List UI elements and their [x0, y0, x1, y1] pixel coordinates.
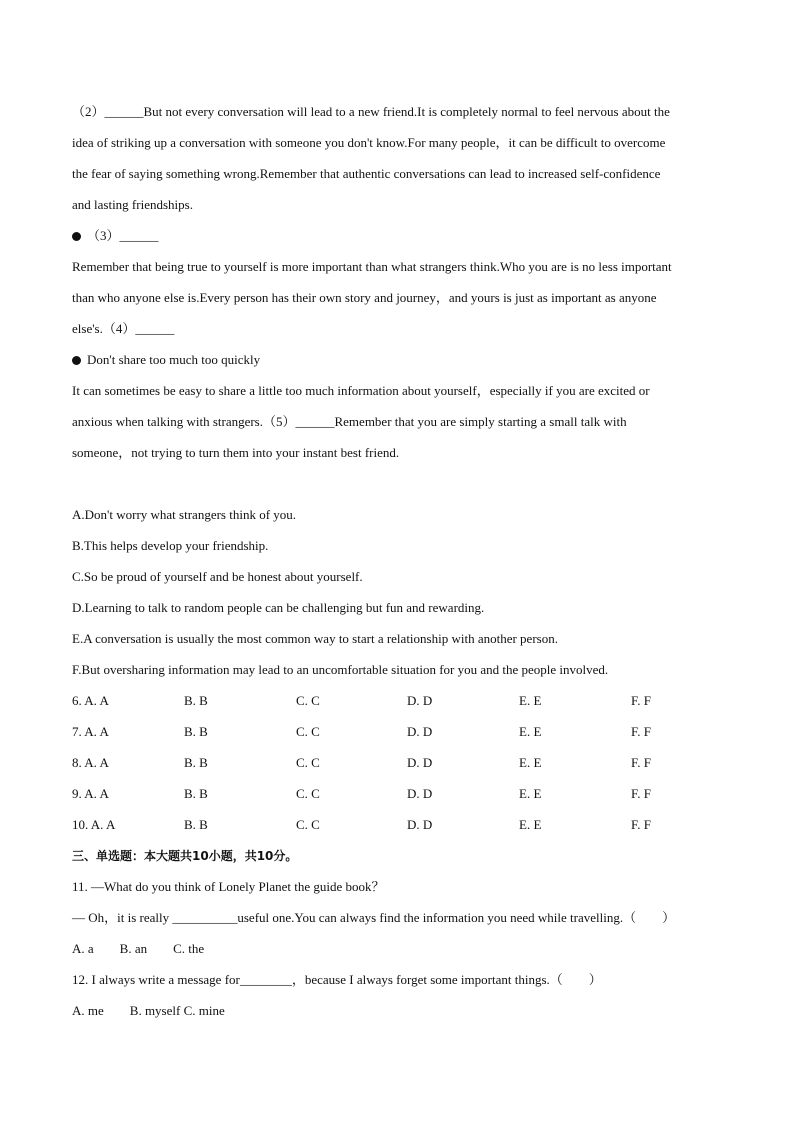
- question-12-options[interactable]: A. me B. myself C. mine: [72, 1003, 225, 1018]
- exam-page: [72, 101, 732, 1031]
- answer-choice[interactable]: 7. A. A: [72, 724, 109, 739]
- option-d: D.Learning to talk to random people can be challenging but fun and rewarding.: [72, 600, 485, 615]
- answer-choice[interactable]: D. D: [407, 786, 433, 801]
- answer-choice[interactable]: E. E: [519, 817, 542, 832]
- para4-line-3: someone，not trying to turn them into your instant best friend.: [72, 445, 400, 460]
- question-11-options[interactable]: A. a B. an C. the: [72, 941, 205, 956]
- answer-choice[interactable]: 6. A. A: [72, 693, 109, 708]
- answer-choice[interactable]: 9. A. A: [72, 786, 109, 801]
- para3-line-3: else's.（4）______: [72, 321, 175, 336]
- passage-line-1: （2）______But not every conversation will lead to a new friend.It is completely normal to feel nervous about the: [72, 104, 670, 119]
- answer-choice[interactable]: D. D: [407, 724, 433, 739]
- answer-choice[interactable]: E. E: [519, 693, 542, 708]
- answer-row-6: [72, 690, 732, 721]
- spacer: [72, 473, 732, 504]
- answer-row-8: [72, 752, 732, 783]
- answer-choice[interactable]: C. C: [296, 755, 320, 770]
- answer-choice[interactable]: B. B: [184, 755, 208, 770]
- answer-choice[interactable]: E. E: [519, 786, 542, 801]
- question-12: 12. I always write a message for________，because I always forget some important things.（ ）: [72, 972, 602, 987]
- answer-choice[interactable]: D. D: [407, 755, 433, 770]
- passage-line-2: idea of striking up a conversation with someone you don't know.For many people，it can be difficult to overcome: [72, 135, 666, 150]
- answer-choice[interactable]: B. B: [184, 817, 208, 832]
- blank-3: （3）______: [87, 228, 159, 243]
- section-heading: 三、单选题：本大题共10小题，共10分。: [72, 849, 298, 863]
- answer-choice[interactable]: F. F: [631, 724, 651, 739]
- answer-choice[interactable]: B. B: [184, 724, 208, 739]
- option-c: C.So be proud of yourself and be honest about yourself.: [72, 569, 363, 584]
- answer-choice[interactable]: D. D: [407, 693, 433, 708]
- answer-choice[interactable]: E. E: [519, 724, 542, 739]
- para3-line-1: Remember that being true to yourself is more important than what strangers think.Who you are is no less important: [72, 259, 672, 274]
- bullet-heading-share: [72, 349, 732, 380]
- answer-choice[interactable]: F. F: [631, 693, 651, 708]
- answer-choice[interactable]: C. C: [296, 786, 320, 801]
- passage-line-3: the fear of saying something wrong.Remember that authentic conversations can lead to increased self-confidence: [72, 166, 661, 181]
- answer-choice[interactable]: F. F: [631, 817, 651, 832]
- answer-choice[interactable]: C. C: [296, 693, 320, 708]
- answer-choice[interactable]: C. C: [296, 724, 320, 739]
- answer-choice[interactable]: C. C: [296, 817, 320, 832]
- answer-choice[interactable]: B. B: [184, 786, 208, 801]
- question-11-response: — Oh，it is really __________useful one.You can always find the information you need while travelling.（ ）: [72, 910, 676, 925]
- passage-line-4: and lasting friendships.: [72, 197, 193, 212]
- answer-choice[interactable]: F. F: [631, 755, 651, 770]
- answer-choice[interactable]: F. F: [631, 786, 651, 801]
- answer-choice[interactable]: 8. A. A: [72, 755, 109, 770]
- answer-choice[interactable]: 10. A. A: [72, 817, 116, 832]
- answer-choice[interactable]: B. B: [184, 693, 208, 708]
- answer-row-10: [72, 814, 732, 845]
- option-e: E.A conversation is usually the most common way to start a relationship with another person.: [72, 631, 558, 646]
- question-11: 11. —What do you think of Lonely Planet the guide book？: [72, 879, 385, 894]
- option-f: F.But oversharing information may lead to an uncomfortable situation for you and the people involved.: [72, 662, 609, 677]
- answer-choice[interactable]: D. D: [407, 817, 433, 832]
- bullet-heading-3: [72, 225, 732, 256]
- answer-row-9: [72, 783, 732, 814]
- option-b: B.This helps develop your friendship.: [72, 538, 269, 553]
- bullet-share-text: Don't share too much too quickly: [87, 352, 261, 367]
- bullet-dot-icon: [72, 356, 81, 365]
- bullet-dot-icon: [72, 232, 81, 241]
- para4-line-1: It can sometimes be easy to share a little too much information about yourself，especially if you are excited or: [72, 383, 650, 398]
- answer-row-7: [72, 721, 732, 752]
- answer-choice[interactable]: E. E: [519, 755, 542, 770]
- para3-line-2: than who anyone else is.Every person has their own story and journey，and yours is just as important as anyone: [72, 290, 657, 305]
- option-a: A.Don't worry what strangers think of you.: [72, 507, 297, 522]
- para4-line-2: anxious when talking with strangers.（5）______Remember that you are simply starting a small talk with: [72, 414, 627, 429]
